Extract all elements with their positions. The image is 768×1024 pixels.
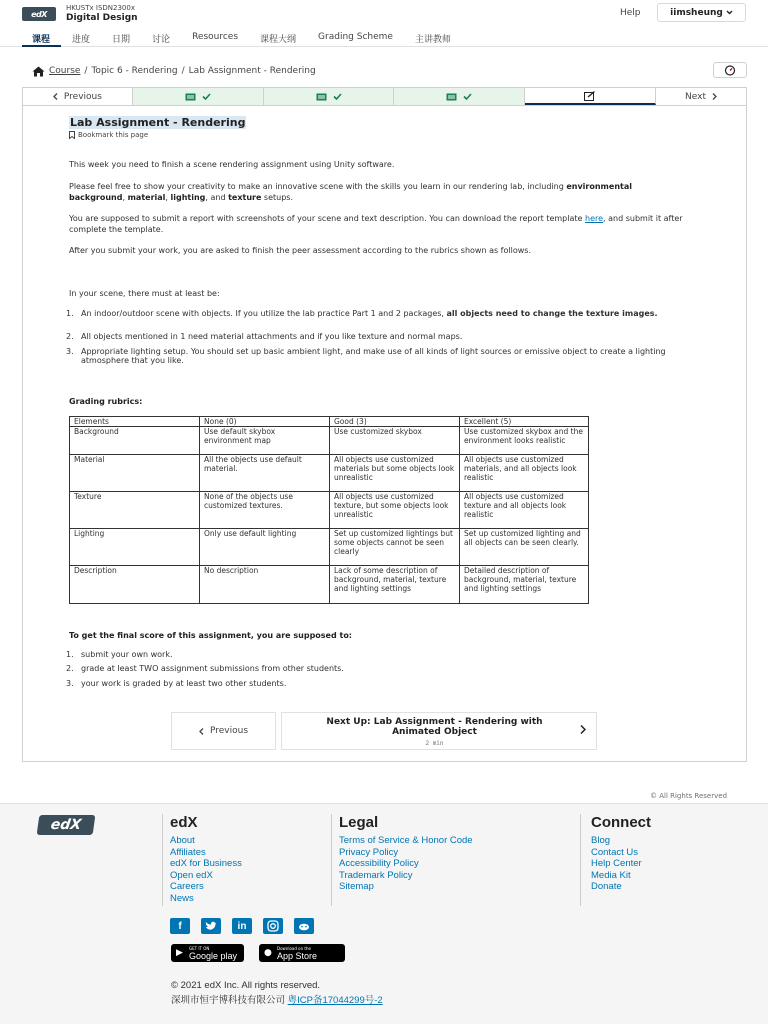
text: Please feel free to show your creativity to make an innovative scene with the skills you learn in our rendering lab, including bbox=[69, 182, 567, 191]
document-icon bbox=[316, 93, 327, 101]
chevron-left-icon bbox=[199, 728, 204, 735]
list-number: 2. bbox=[66, 332, 74, 341]
table-header-cell: Good (3) bbox=[330, 417, 460, 427]
list-text: grade at least TWO assignment submissions from other students. bbox=[81, 664, 344, 673]
footer-link-about[interactable]: About bbox=[170, 835, 195, 846]
footer-link-business[interactable]: edX for Business bbox=[170, 858, 242, 869]
table-cell: All objects use customized texture and all objects look realistic bbox=[460, 492, 589, 529]
list-text: Appropriate lighting setup. You should set up basic ambient light, and make use of all kinds of light sources or emissive object to create a lighting atmosphere that you like. bbox=[81, 347, 666, 365]
bottom-previous-label: Previous bbox=[209, 726, 249, 736]
google-play-badge[interactable] bbox=[171, 944, 244, 962]
text: , and submit it after complete the template. bbox=[69, 214, 683, 234]
footer-link-accessibility[interactable]: Accessibility Policy bbox=[339, 858, 419, 869]
footer-link-blog[interactable]: Blog bbox=[591, 835, 611, 846]
footer-legal-heading: Legal bbox=[339, 814, 379, 831]
footer-link-donate[interactable]: Donate bbox=[591, 881, 622, 892]
sequence-unit-3[interactable] bbox=[394, 88, 525, 105]
footer-link-media-kit[interactable]: Media Kit bbox=[591, 869, 631, 881]
edx-footer-logo[interactable]: edX bbox=[37, 815, 96, 835]
list-number: 3. bbox=[66, 679, 74, 688]
sequence-next-button[interactable] bbox=[656, 88, 746, 105]
twitter-icon[interactable] bbox=[201, 918, 221, 934]
text: You are supposed to submit a report with screenshots of your scene and text description. You can download the report template bbox=[69, 214, 585, 223]
sequence-unit-1[interactable] bbox=[133, 88, 264, 105]
chevron-left-icon bbox=[53, 93, 58, 100]
footer-edx-column bbox=[162, 814, 242, 906]
bottom-previous-button[interactable] bbox=[171, 712, 276, 750]
icp-link[interactable]: 粤ICP备17044299号-2 bbox=[287, 995, 383, 1006]
table-cell: Use customized skybox and the environment looks realistic bbox=[460, 427, 589, 455]
bookmark-label: Bookmark this page bbox=[78, 131, 149, 139]
timer-icon bbox=[724, 64, 736, 76]
document-icon bbox=[185, 93, 196, 101]
table-row bbox=[70, 455, 589, 492]
table-cell: Lack of some description of background, material, texture and lighting settings bbox=[330, 566, 460, 604]
sequence-navigation bbox=[22, 87, 747, 106]
footer-legal-column bbox=[331, 814, 473, 906]
sequence-unit-2[interactable] bbox=[264, 88, 395, 105]
sequence-previous-label: Previous bbox=[63, 91, 102, 102]
table-cell: Background bbox=[70, 427, 200, 455]
apple-icon: ● bbox=[264, 948, 272, 958]
check-icon bbox=[333, 93, 342, 100]
report-paragraph bbox=[69, 213, 689, 235]
table-row bbox=[70, 492, 589, 529]
icp-license bbox=[171, 992, 383, 1006]
list-text: submit your own work. bbox=[81, 650, 173, 659]
table-header-cell: None (0) bbox=[200, 417, 330, 427]
breadcrumb-separator: / bbox=[84, 66, 88, 76]
footer-link-contact[interactable]: Contact Us bbox=[591, 846, 638, 858]
icp-company: 深圳市恒宇博科技有限公司 bbox=[171, 995, 288, 1006]
list-text bbox=[81, 309, 658, 318]
list-number: 1. bbox=[66, 309, 74, 318]
user-menu-button[interactable] bbox=[657, 3, 746, 22]
text: , bbox=[122, 193, 128, 202]
calculator-button[interactable] bbox=[713, 62, 747, 78]
tab-discussion[interactable]: 讨论 bbox=[152, 35, 171, 45]
list-text: All objects mentioned in 1 need material attachments and if you like texture and normal maps. bbox=[81, 332, 463, 341]
edx-logo[interactable]: edX bbox=[22, 7, 56, 21]
list-number: 2. bbox=[66, 664, 74, 673]
instagram-icon[interactable] bbox=[263, 918, 283, 934]
tab-dates[interactable]: 日期 bbox=[112, 35, 131, 45]
table-row bbox=[70, 529, 589, 566]
reddit-icon[interactable] bbox=[294, 918, 314, 934]
app-store-badge[interactable] bbox=[259, 944, 345, 962]
creativity-paragraph bbox=[69, 181, 689, 203]
help-link[interactable]: Help bbox=[620, 8, 641, 18]
text: , bbox=[165, 193, 171, 202]
course-org: HKUSTx ISDN2300x bbox=[66, 4, 135, 12]
table-cell: All objects use customized texture, but some objects look unrealistic bbox=[330, 492, 460, 529]
requirements-intro: In your scene, there must at least be: bbox=[69, 289, 220, 298]
home-icon[interactable] bbox=[32, 66, 45, 77]
bold-text: lighting bbox=[170, 193, 206, 202]
table-row bbox=[70, 427, 589, 455]
chevron-down-icon bbox=[726, 10, 733, 15]
table-cell: Description bbox=[70, 566, 200, 604]
tab-syllabus[interactable]: 课程大纲 bbox=[260, 35, 297, 45]
breadcrumb-unit: Lab Assignment - Rendering bbox=[188, 66, 316, 76]
tab-course[interactable]: 课程 bbox=[22, 29, 61, 47]
footer-link-privacy[interactable]: Privacy Policy bbox=[339, 846, 399, 858]
course-name: Digital Design bbox=[66, 13, 138, 23]
footer-link-help-center[interactable]: Help Center bbox=[591, 858, 642, 869]
document-icon bbox=[446, 93, 457, 101]
google-play-text: Google play bbox=[189, 950, 238, 961]
table-cell: Detailed description of background, material, texture and lighting settings bbox=[460, 566, 589, 604]
next-up-label: Next Up: Lab Assignment - Rendering with Animated Object bbox=[326, 717, 543, 737]
table-cell: Use default skybox environment map bbox=[200, 427, 330, 455]
table-header-cell: Excellent (5) bbox=[460, 417, 589, 427]
check-icon bbox=[202, 93, 211, 100]
table-cell: All objects use customized materials, and all objects look realistic bbox=[460, 455, 589, 492]
table-cell: Set up customized lightings but some objects cannot be seen clearly bbox=[330, 529, 460, 566]
text: , and bbox=[205, 193, 229, 202]
footer-link-sitemap[interactable]: Sitemap bbox=[339, 881, 374, 892]
tab-grading-scheme[interactable]: Grading Scheme bbox=[318, 32, 393, 42]
footer-connect-column bbox=[580, 814, 651, 906]
edit-icon bbox=[584, 91, 596, 101]
chevron-right-icon bbox=[580, 725, 586, 734]
list-number: 3. bbox=[66, 347, 74, 356]
table-cell: Use customized skybox bbox=[330, 427, 460, 455]
tab-progress[interactable]: 进度 bbox=[72, 35, 91, 45]
footer-connect-heading: Connect bbox=[591, 814, 651, 831]
peer-assessment-paragraph: After you submit your work, you are asked to finish the peer assessment according to the rubrics shown as follows. bbox=[69, 246, 531, 255]
breadcrumb-course-link[interactable]: Course bbox=[49, 66, 81, 76]
table-cell: None of the objects use customized textures. bbox=[200, 492, 330, 529]
app-store-small-text: Download on the bbox=[277, 945, 311, 951]
all-rights-reserved: © All Rights Reserved bbox=[650, 792, 728, 800]
facebook-icon[interactable]: f bbox=[170, 918, 190, 934]
breadcrumb bbox=[32, 65, 316, 77]
template-link[interactable]: here bbox=[585, 214, 604, 223]
table-cell: All the objects use default material. bbox=[200, 455, 330, 492]
breadcrumb-separator: / bbox=[181, 66, 185, 76]
intro-paragraph: This week you need to finish a scene rendering assignment using Unity software. bbox=[69, 160, 395, 169]
check-icon bbox=[463, 93, 472, 100]
rubric-table bbox=[69, 416, 589, 604]
sequence-next-label: Next bbox=[685, 91, 707, 102]
table-cell: No description bbox=[200, 566, 330, 604]
rubrics-title: Grading rubrics: bbox=[69, 397, 143, 406]
text: setups. bbox=[261, 193, 294, 202]
list-number: 1. bbox=[66, 650, 74, 659]
footer-link-careers[interactable]: Careers bbox=[170, 881, 204, 892]
table-cell: Lighting bbox=[70, 529, 200, 566]
table-header-row bbox=[70, 417, 589, 427]
bookmark-icon bbox=[69, 131, 75, 139]
table-cell: Material bbox=[70, 455, 200, 492]
bold-text: all objects need to change the texture images. bbox=[446, 309, 658, 318]
chevron-right-icon bbox=[712, 93, 717, 100]
table-cell: Texture bbox=[70, 492, 200, 529]
google-play-small-text: GET IT ON bbox=[189, 945, 210, 951]
table-cell: Only use default lighting bbox=[200, 529, 330, 566]
list-item bbox=[66, 309, 691, 318]
linkedin-icon[interactable]: in bbox=[232, 918, 252, 934]
username: iimsheung bbox=[670, 7, 723, 18]
footer-edx-heading: edX bbox=[170, 814, 198, 831]
play-icon: ▶ bbox=[176, 948, 183, 958]
table-row bbox=[70, 566, 589, 604]
list-item bbox=[66, 650, 691, 659]
next-up-button[interactable] bbox=[281, 712, 597, 750]
bold-text: texture bbox=[228, 193, 262, 202]
next-up-duration: 2 min bbox=[425, 740, 444, 747]
footer-link-affiliates[interactable]: Affiliates bbox=[170, 846, 206, 858]
app-store-text: App Store bbox=[277, 950, 318, 961]
footer-link-open-edx[interactable]: Open edX bbox=[170, 869, 213, 881]
footer-link-trademark[interactable]: Trademark Policy bbox=[339, 869, 413, 881]
list-item bbox=[66, 664, 691, 673]
list-item bbox=[66, 332, 691, 341]
footer-link-news[interactable]: News bbox=[170, 892, 194, 904]
unit-title: Lab Assignment - Rendering bbox=[70, 116, 246, 129]
site-header bbox=[0, 0, 768, 47]
table-cell: All objects use customized materials but some objects look unrealistic bbox=[330, 455, 460, 492]
breadcrumb-topic[interactable]: Topic 6 - Rendering bbox=[91, 66, 178, 76]
copyright-text: © 2021 edX Inc. All rights reserved. bbox=[171, 980, 321, 991]
social-links bbox=[170, 918, 314, 934]
list-text: your work is graded by at least two other students. bbox=[81, 679, 287, 688]
sequence-previous-button[interactable] bbox=[23, 88, 133, 105]
tab-instructors[interactable]: 主讲教师 bbox=[414, 35, 451, 45]
final-score-title: To get the final score of this assignment, you are supposed to: bbox=[69, 631, 353, 640]
list-item bbox=[66, 679, 691, 688]
table-header-cell: Elements bbox=[70, 417, 200, 427]
table-cell: Set up customized lighting and all objects can be seen clearly. bbox=[460, 529, 589, 566]
bold-text: environmental background bbox=[69, 182, 632, 202]
course-tabs bbox=[22, 29, 462, 47]
bold-text: material bbox=[127, 193, 166, 202]
text: An indoor/outdoor scene with objects. If you utilize the lab practice Part 1 and 2 packages, bbox=[81, 309, 447, 318]
tab-resources[interactable]: Resources bbox=[192, 32, 239, 42]
bookmark-button[interactable] bbox=[69, 131, 148, 139]
list-item bbox=[66, 347, 691, 365]
footer-link-terms[interactable]: Terms of Service & Honor Code bbox=[339, 835, 473, 846]
sequence-unit-4-current[interactable] bbox=[525, 88, 656, 105]
